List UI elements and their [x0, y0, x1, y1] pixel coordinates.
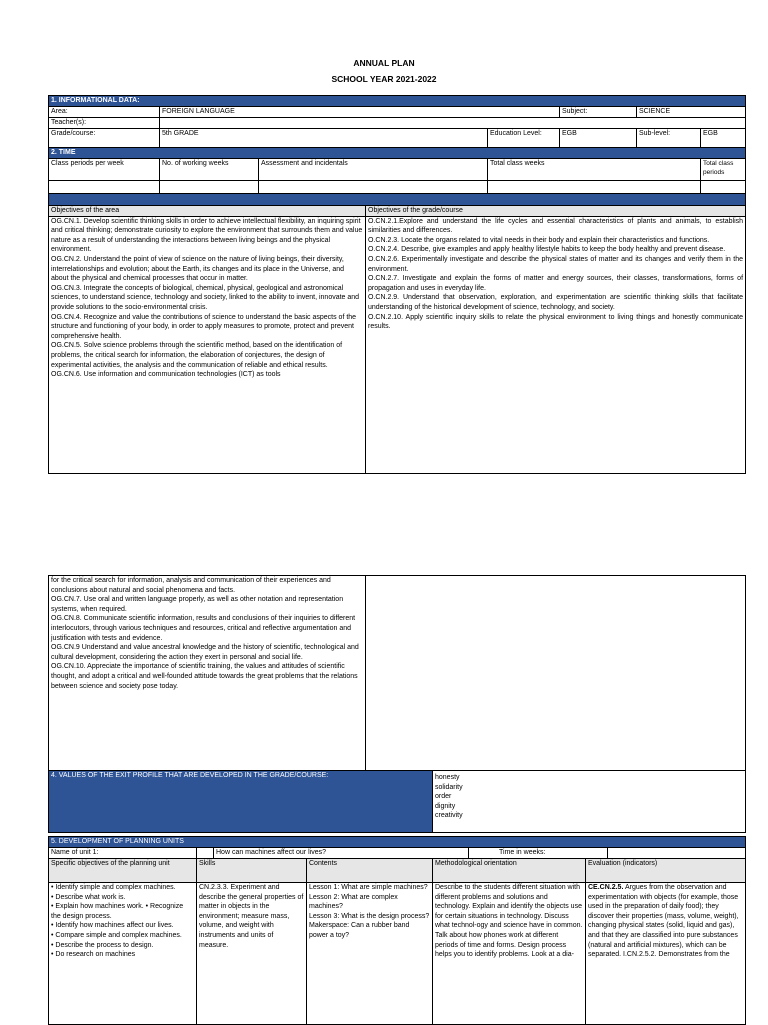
value-item: solidarity — [435, 783, 463, 791]
objective-area-item: OG.CN.2. Understand the point of view of science on the nature of living beings, their diversity, interrelationships and evolution; about the Earth, its changes and its place in the Universe, and about the physical and chemical processes that occur in matter. — [51, 255, 345, 283]
time-col-assessment: Assessment and incidentals — [259, 158, 488, 180]
col-methodological: Methodological orientation — [433, 859, 586, 883]
objective-grade-item: O.CN.2.3. Locate the organs related to vital needs in their body and explain their characteristics and functions. — [368, 236, 710, 244]
skills-cell — [197, 883, 307, 1025]
content-lesson: Lesson 1: What are simple machines? — [309, 884, 428, 891]
objective-grade-item: O.CN.2.7. Investigate and explain the forms of matter and energy sources, their classes, transformations, forms of propagation and uses in everyday life. — [368, 275, 744, 292]
level-value: EGB — [560, 129, 637, 148]
document-subtitle: SCHOOL YEAR 2021-2022 — [331, 74, 437, 84]
time-col-working-weeks: No. of working weeks — [160, 158, 259, 180]
section-informational-data: 1. INFORMATIONAL DATA: — [49, 96, 746, 107]
area-label: Area: — [49, 107, 160, 118]
content-lesson: Lesson 3: What is the design process? — [309, 912, 430, 920]
value-item: creativity — [435, 812, 463, 820]
contents-cell — [307, 883, 433, 1025]
time-weeks-value — [608, 848, 746, 859]
values-list — [433, 771, 746, 833]
subject-value: SCIENCE — [637, 107, 746, 118]
objectives-area-list — [49, 216, 366, 473]
unit-name-value: How can machines affect our lives? — [214, 848, 469, 859]
col-evaluation: Evaluation (indicators) — [586, 859, 746, 883]
objective-area-item: OG.CN.10. Appreciate the importance of scientific training, the values and attitudes of scientific thought, and adopt a critical and well-founded attitude towards the great problems that the relations between science and society pose today. — [51, 663, 358, 690]
objective-area-item: OG.CN.8. Communicate scientific information, results and conclusions of their inquiries to different interlocutors, through various techniques and resources, critical and reflective argumentation and justification with tests and evidence. — [51, 615, 356, 642]
level-label: Education Level: — [488, 129, 560, 148]
sublevel-value: EGB — [701, 129, 746, 148]
methodological-cell — [433, 883, 586, 1025]
value-item: dignity — [435, 802, 456, 810]
objective-grade-item: O.CN.2.6. Experimentally investigate and describe the physical states of matter and its changes and verify them in the environment. — [368, 255, 744, 273]
objective-area-item: OG.CN.6. Use information and communication technologies (ICT) as tools — [51, 371, 281, 379]
section-values: 4. VALUES OF THE EXIT PROFILE THAT ARE DEVELOPED IN THE GRADE/COURSE: — [49, 771, 433, 833]
objective-grade-item: O.CN.2.10. Apply scientific inquiry skills to relate the physical environment to living things and honestly communicate results. — [368, 313, 744, 331]
section-time: 2. TIME — [49, 148, 746, 159]
evaluation-text — [588, 883, 743, 960]
col-skills: Skills — [197, 859, 307, 883]
objective-area-item: for the critical search for information, analysis and communication of their experiences and conclusions about natural and social phenomena and facts. — [51, 577, 331, 594]
time-weeks-label: Time in weeks: — [469, 848, 608, 859]
time-col-periods-week: Class periods per week — [49, 158, 160, 180]
skills-text: CN.2.3.3. Experiment and describe the general properties of matter in objects in the environment; measure mass, volume, and weight with instruments and units of measure. — [199, 884, 304, 949]
subject-label: Subject: — [560, 107, 637, 118]
section-planning-units: 5. DEVELOPMENT OF PLANNING UNITS — [49, 837, 746, 848]
objective-area-item: OG.CN.5. Solve science problems through the scientific method, based on the identification of problems, the critical search for information, the elaboration of conjectures, the design of experimental activities, the analysis and the communication of reliable and ethical results. — [51, 342, 343, 369]
evaluation-body: Argues from the observation and experimentation with objects (for example, those used in the preparation of daily food); they discover their properties (mass, volume, weight), changing physical states (solid, liquid and gas), and that they are classified into pure substances (natural and artificial mixtures), which can be separated. I.CN.2.5.2. Demonstrates from the — [588, 884, 739, 959]
objective-grade-item: O.CN.2.1.Explore and understand the life cycles and essential characteristics of plants and animals, to establish similarities and differences. — [368, 217, 744, 235]
objectives-grade-header: Objectives of the grade/course — [366, 205, 746, 216]
value-item: order — [435, 793, 452, 801]
objectives-continued-table — [48, 575, 746, 833]
value-item: honesty — [435, 774, 460, 781]
objectives-area-header: Objectives of the area — [49, 205, 366, 216]
objective-bullet: • Explain how machines work. • Recognize the design process. — [51, 903, 184, 920]
teachers-value — [160, 118, 746, 129]
objective-grade-item: O.CN.2.9. Understand that observation, exploration, and experimentation are scientific thinking skills that facilitate understanding of the historical development of science, technology, and society. — [368, 294, 744, 311]
objective-area-item: OG.CN.3. Integrate the concepts of biological, chemical, physical, geological and astronomical sciences, to understand science, technology and society, linked to the ability to invent, innovate and provide solutions to the socio-environmental crisis. — [51, 284, 360, 311]
objective-area-item: OG.CN.1. Develop scientific thinking skills in order to achieve intellectual flexibility, an inquiring spirit and critical thinking; demonstrate curiosity to explore the environment that surrounds them and value nature as a result of understanding the interactions between living beings and the physical environment. — [51, 217, 363, 254]
informational-table — [48, 95, 746, 474]
objective-bullet: • Compare simple and complex machines. — [51, 931, 182, 939]
objective-area-item: OG.CN.7. Use oral and written language properly, as well as other notation and representation systems, when required. — [51, 596, 344, 613]
specific-objectives-cell — [49, 883, 197, 1025]
col-specific-objectives: Specific objectives of the planning unit — [49, 859, 197, 883]
planning-units-table — [48, 836, 746, 1025]
content-lesson: Makerspace: Can a rubber band power a toy? — [309, 922, 410, 939]
objective-area-item: OG.CN.4. Recognize and value the contributions of science to understand the basic aspects of the structure and functioning of your body, in order to apply measures to promote, protect and prevent comprehensive health. — [51, 313, 357, 340]
col-contents: Contents — [307, 859, 433, 883]
objectives-grade-continued — [366, 576, 746, 771]
document-title: ANNUAL PLAN — [353, 58, 415, 68]
objective-area-item: OG.CN.9 Understand and value ancestral knowledge and the history of scientific, technological and cultural development, considering the action they exert in personal and social life. — [51, 644, 359, 661]
objectives-area-continued — [49, 576, 366, 771]
objective-bullet: • Do research on machines — [51, 951, 136, 959]
objective-bullet: • Describe what work is. — [51, 893, 126, 901]
area-value: FOREIGN LANGUAGE — [160, 107, 560, 118]
time-col-total-weeks: Total class weeks — [488, 158, 701, 180]
grade-label: Grade/course: — [49, 129, 160, 148]
method-text: Describe to the students different situation with different problems and solutions and technology. Explain and identify the objects use for certain situations in technology. Discuss what technol-ogy and science have in common. Talk about how phones work at different periods of time and forms. Design process helps you to identify problems. Look at a dia- — [435, 884, 583, 959]
objective-bullet: • Describe the process to design. — [51, 941, 154, 949]
objectives-grade-list — [366, 216, 746, 473]
sublevel-label: Sub-level: — [637, 129, 701, 148]
unit-name-label: Name of unit 1: — [49, 848, 197, 859]
objective-bullet: • Identify how machines affect our lives. — [51, 922, 174, 930]
evaluation-code: CE.CN.2.5. — [588, 884, 624, 891]
objective-grade-item: O.CN.2.4. Describe, give examples and apply healthy lifestyle habits to keep the body healthy and prevent disease. — [368, 246, 726, 254]
time-col-total-periods: Total class periods — [701, 158, 746, 180]
objective-bullet: • Identify simple and complex machines. — [51, 884, 176, 891]
evaluation-cell — [586, 883, 746, 1025]
content-lesson: Lesson 2: What are complex machines? — [309, 893, 398, 911]
teachers-label: Teacher(s): — [49, 118, 160, 129]
grade-value: 5th GRADE — [160, 129, 488, 148]
